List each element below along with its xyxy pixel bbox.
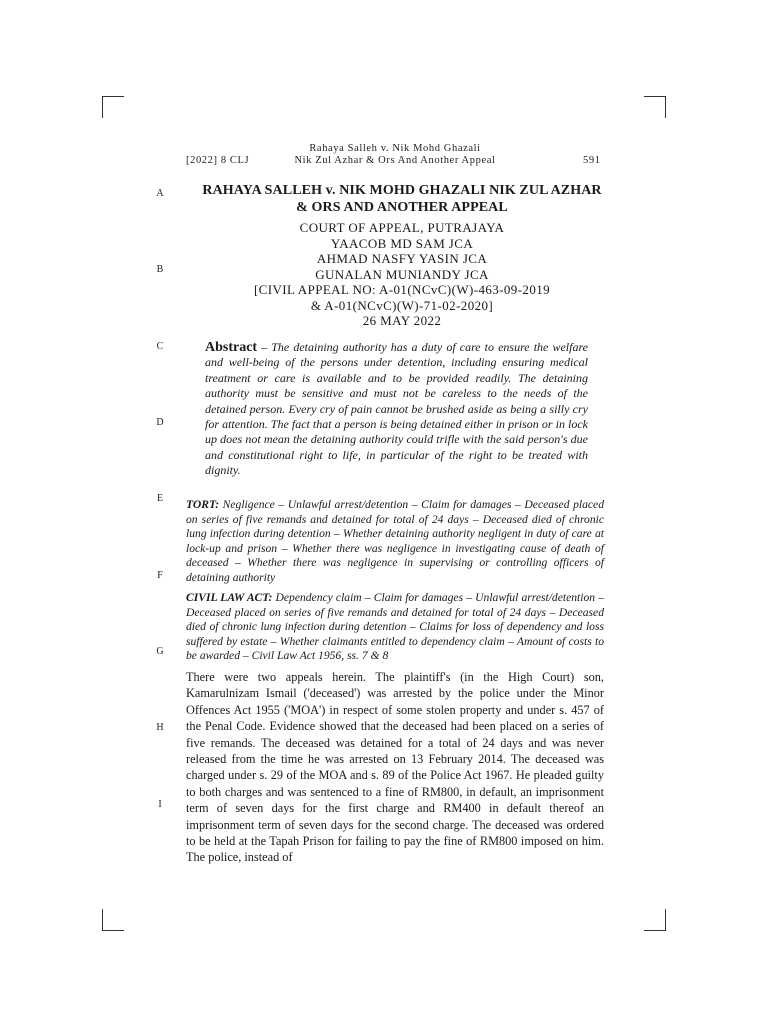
- crop-mark-bottom-left-v: [102, 909, 103, 931]
- header-case-line1: Rahaya Salleh v. Nik Mohd Ghazali: [309, 143, 481, 154]
- catchword-tort-text: Negligence – Unlawful arrest/detention – Claim for damages – Deceased placed on series of five remands and detained for total of 24 days – Deceased died of chronic lung infection during detention – Whether detaining authority negligent in duty of care at lock-up and prison – Whether there was negligence in investigating cause of death of deceased – Whether there was negligence in supervising or controlling officers of detaining authority: [186, 498, 604, 584]
- crop-mark-top-left-h: [102, 96, 124, 97]
- catchword-civil-law-act: [186, 591, 604, 664]
- header-citation: [2022] 8 CLJ: [186, 155, 250, 166]
- judge-3: GUNALAN MUNIANDY JCA: [315, 266, 489, 282]
- margin-letter-c: C: [156, 341, 164, 352]
- case-title: [186, 182, 618, 216]
- margin-letter-a: A: [156, 188, 164, 199]
- margin-letter-g: G: [156, 646, 164, 657]
- margin-letter-f: F: [157, 570, 163, 581]
- appeal-number-line2: & A-01(NCvC)(W)-71-02-2020]: [310, 297, 494, 313]
- crop-mark-top-left-v: [102, 96, 103, 118]
- margin-letter-h: H: [156, 722, 164, 733]
- catchword-civil-law-act-text: Dependency claim – Claim for damages – Unlawful arrest/detention – Deceased placed on series of five remands and detained for total of 24 days – Deceased died of chronic lung infection during detention – Claims for loss of dependency and loss suffered by estate – Whether claimants entitled to dependency claim – Amount of costs to be awarded – Civil Law Act 1956, ss. 7 & 8: [186, 591, 604, 663]
- case-title-line1: RAHAYA SALLEH v. NIK MOHD GHAZALI NIK ZUL AZHAR: [202, 183, 602, 198]
- appeal-number-line1: [CIVIL APPEAL NO: A-01(NCvC)(W)-463-09-2019: [253, 282, 551, 297]
- decision-date: 26 MAY 2022: [362, 313, 442, 328]
- crop-mark-bottom-right-h: [644, 930, 666, 931]
- catchword-civil-law-act-label: CIVIL LAW ACT:: [186, 591, 273, 604]
- judge-2: AHMAD NASFY YASIN JCA: [316, 251, 488, 266]
- margin-letter-d: D: [156, 417, 164, 428]
- crop-mark-bottom-left-h: [102, 930, 124, 931]
- page-number: 591: [583, 155, 601, 166]
- crop-mark-top-right-v: [665, 96, 666, 118]
- margin-letter-e: E: [156, 493, 164, 504]
- catchword-tort-label: TORT:: [186, 498, 220, 511]
- crop-mark-top-right-h: [644, 96, 666, 97]
- court-block: [186, 220, 618, 329]
- court-name: COURT OF APPEAL, PUTRAJAYA: [299, 220, 505, 235]
- catchword-tort: [186, 498, 604, 586]
- judge-1: YAACOB MD SAM JCA: [330, 235, 474, 251]
- body-paragraph: There were two appeals herein. The plaintiff's (in the High Court) son, Kamarulnizam Ismail ('deceased') was arrested by the police under the Minor Offences Act 1955 ('MOA') in respect of some stolen property and under s. 457 of the Penal Code. Evidence showed that the deceased had been placed on a series of five remands. The deceased was detained for a total of 24 days and was never released from the time he was arrested on 13 February 2014. The deceased was charged under s. 29 of the MOA and s. 89 of the Police Act 1967. He pleaded guilty to both charges and was sentenced to a fine of RM800, in default, an imprisonment term of seven days for the first charge and RM400 in default thereof an imprisonment term of seven days for the second charge. The deceased was ordered to be held at the Tapah Prison for failing to pay the fine of RM800 imposed on him. The police, instead of: [186, 670, 604, 865]
- abstract: [205, 340, 588, 479]
- margin-letter-b: B: [156, 264, 164, 275]
- margin-letter-i: I: [158, 799, 162, 810]
- case-title-line2: & ORS AND ANOTHER APPEAL: [296, 200, 508, 215]
- crop-mark-bottom-right-v: [665, 909, 666, 931]
- abstract-text: – The detaining authority has a duty of care to ensure the welfare and well-being of the persons under detention, including ensuring medical treatment or care is available and to be provided readily. The detaining authority must be sensitive and must not be careless to the needs of the detained person. Every cry of pain cannot be brushed aside as being a silly cry for attention. The fact that a person is being detained either in prison or in lock up does not mean the detaining authority could trifle with the said person's due and constitutional right to life, in particular of the right to be treated with dignity.: [205, 340, 588, 478]
- header-case-line2: Nik Zul Azhar & Ors And Another Appeal: [294, 155, 496, 166]
- abstract-label: Abstract: [205, 340, 258, 355]
